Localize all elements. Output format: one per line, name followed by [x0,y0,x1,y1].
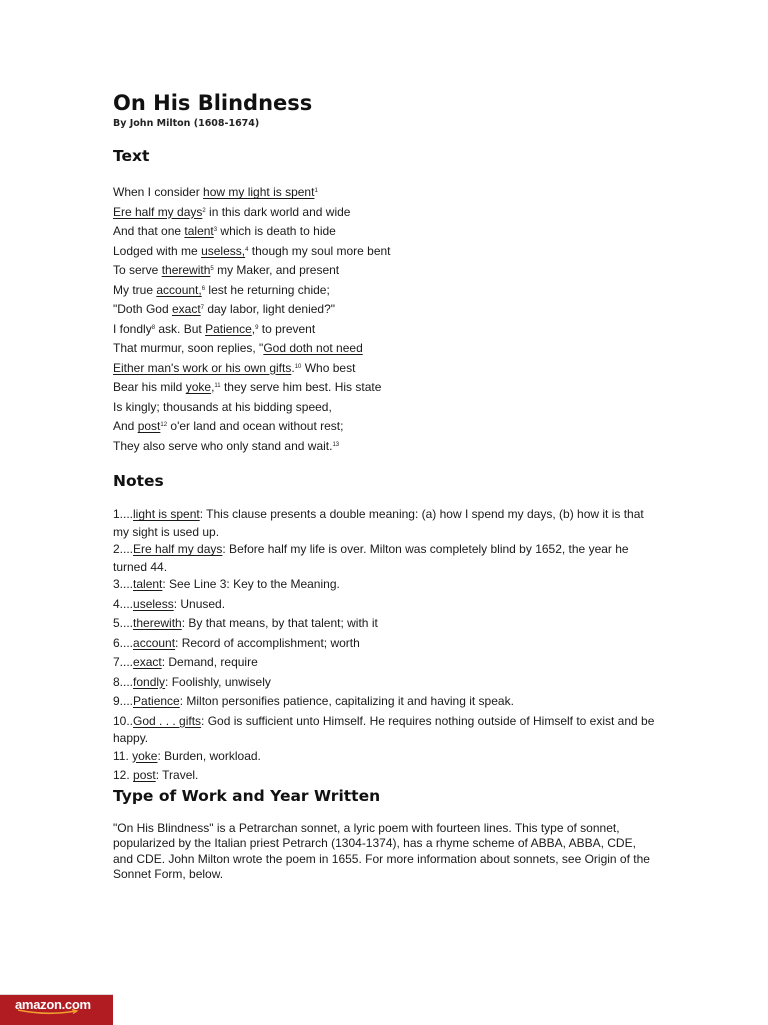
footnote-marker: 2 [202,207,206,214]
footnote-marker: 3 [213,227,218,233]
amazon-logo-text: amazon.com [15,997,91,1012]
note-term: useless [133,596,174,611]
note-definition: : Before half my life is over. Milton was completely blind by 1652, the year he turned 44. [113,542,629,574]
annotated-term: exact [171,302,201,316]
note-number: 12. [113,768,134,782]
note-number: 2.... [113,542,134,556]
annotated-term: Either man's work or his own gifts [113,360,292,375]
note-definition: : Burden, workload. [157,748,261,763]
annotated-term: talent [184,224,214,238]
poem-line: And that one talent$^3$ which is death to hide [113,224,336,238]
footnote-marker: 9 [255,324,259,331]
note-definition: : Foolishly, unwisely [165,674,271,689]
poem-line: To serve therewith$^5$ my Maker, and present [113,263,340,277]
note-number: 5.... [113,616,134,630]
note-number: 6.... [113,635,134,650]
footnote-marker: 10 [294,363,302,370]
notes-list [113,506,658,785]
note-number: 4.... [113,596,134,611]
footnote-marker: 5 [210,266,214,272]
annotated-term: account, [156,282,202,297]
document-page [113,88,658,895]
poem-line: Bear his mild yoke,$^{11}$ they serve him best. His state [113,380,382,394]
text-section-heading: Text [113,147,150,165]
note-number: 11. [113,748,133,763]
poem-line: Either man's work or his own gifts.$^{10}$ Who best [113,360,356,375]
note-item [113,576,658,594]
note-term: Ere half my days [133,542,223,556]
note-term: yoke [132,748,158,763]
poem-line: When I consider how my light is spent$^1$ [113,185,318,199]
footnote-marker: 8 [151,324,156,331]
note-definition: : Milton personifies patience, capitalizing it and having it speak. [179,694,514,708]
amazon-logo[interactable] [0,994,113,1025]
annotated-term: Patience [205,321,252,336]
note-definition: : Record of accomplishment; worth [175,635,360,650]
note-term: therewith [133,616,182,630]
note-number: 10.. [113,713,134,728]
poem-line: My true account,$^6$ lest he returning chide; [113,282,330,297]
poem-line: And post$^{12}$ o'er land and ocean without rest; [113,419,344,433]
poem-line: That murmur, soon replies, "God doth not need [113,341,363,355]
annotated-term: God doth not need [263,341,363,355]
note-term: light is spent [133,507,200,521]
note-definition: : God is sufficient unto Himself. He requires nothing outside of Himself to exist and be happy. [113,713,655,745]
poem-line: "Doth God exact$^7$ day labor, light denied?" [113,302,336,316]
note-definition: : By that means, by that talent; with it [181,616,378,630]
poem-line: I fondly$^8$ ask. But Patience,$^9$ to prevent [113,321,316,336]
note-definition: : Travel. [155,768,199,782]
note-definition: : Demand, require [161,655,258,669]
note-term: exact [133,655,162,669]
note-item [113,541,658,576]
note-term: God . . . gifts [133,713,202,728]
note-number: 9.... [113,694,134,708]
note-item [113,767,658,785]
footnote-marker: 11 [214,383,221,389]
annotated-term: Ere half my days [113,204,203,219]
annotated-term: how my light is spent [203,185,315,199]
poem-line: They also serve who only stand and wait.$^{13}$ [113,438,340,453]
poem-line: Ere half my days$^2$ in this dark world and wide [113,204,351,219]
note-item [113,693,658,711]
poem-text [113,183,658,456]
amazon-smile-icon [16,1009,86,1015]
note-item [113,635,658,653]
annotated-term: yoke [185,380,212,394]
note-item [113,654,658,672]
type-of-work-heading: Type of Work and Year Written [113,786,381,805]
note-item [113,615,658,633]
annotated-term: useless, [201,243,246,258]
footnote-marker: 6 [201,285,206,292]
author-byline: By John Milton (1608-1674) [113,118,260,129]
notes-section-heading: Notes [113,472,164,490]
poem-line: Lodged with me useless,$^4$ though my soul more bent [113,243,391,258]
footnote-marker: 4 [245,246,249,253]
footnote-marker: 7 [200,305,204,311]
note-term: fondly [133,674,166,689]
note-number: 8.... [113,674,134,689]
footnote-marker: 13 [332,441,340,448]
poem-line: Is kingly; thousands at his bidding speed, [113,399,332,414]
type-of-work-paragraph: "On His Blindness" is a Petrarchan sonnet, a lyric poem with fourteen lines. This type of sonnet, popularized by the Italian priest Petrarch (1304-1374), has a rhyme scheme of ABBA, ABBA, CDE, and CDE. John Milton wrote the poem in 1655. For more information about sonnets, see Origin of the Sonnet Form, below. [113,820,650,881]
note-item [113,748,658,766]
note-definition: : This clause presents a double meaning: (a) how I spend my days, (b) how it is that my sight is used up. [113,507,644,539]
note-number: 7.... [113,655,134,669]
footnote-marker: 1 [314,188,318,194]
note-term: Patience [133,694,180,708]
note-number: 1.... [113,507,134,521]
note-item [113,596,658,614]
note-item [113,713,658,748]
note-term: account [133,635,176,650]
note-definition: : See Line 3: Key to the Meaning. [162,577,340,591]
annotated-term: therewith [161,263,211,277]
note-number: 3.... [113,577,134,591]
note-item [113,674,658,692]
note-term: post [133,768,156,782]
annotated-term: post [137,419,161,433]
note-item [113,506,658,541]
footnote-marker: 12 [160,422,168,428]
note-definition: : Unused. [173,596,226,611]
note-term: talent [133,577,163,591]
poem-title: On His Blindness [113,91,313,115]
